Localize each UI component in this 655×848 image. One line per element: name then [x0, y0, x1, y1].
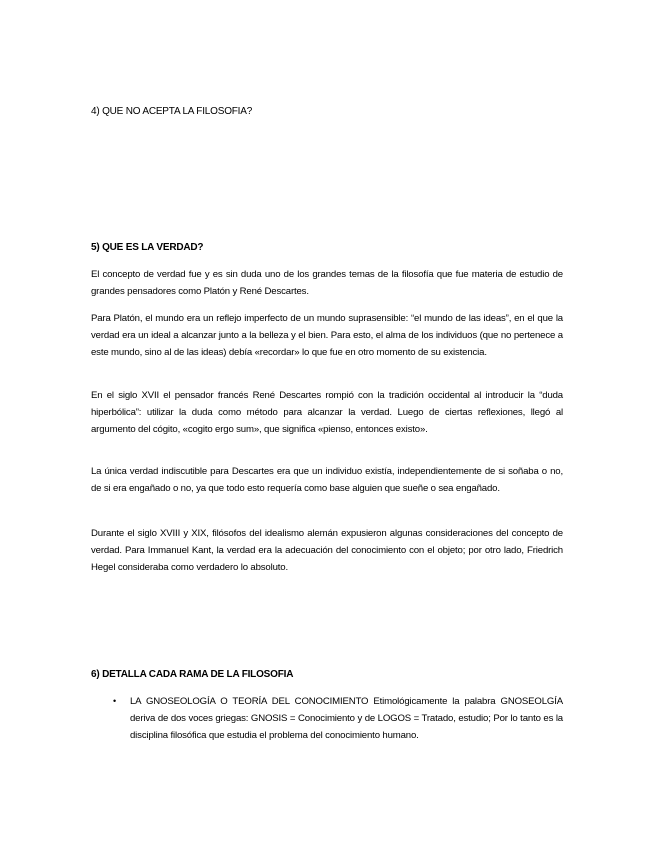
branches-list [91, 693, 563, 744]
question-5-heading: 5) QUE ES LA VERDAD? [91, 242, 204, 253]
paragraph-plato: Para Platón, el mundo era un reflejo imperfecto de un mundo suprasensible: “el mundo de las ideas”, en el que la verdad era un ideal a alcanzar junto a la belleza y el bien. Para esto, el alma de los individuos (que no pertenece a este mundo, sino al de las ideas) debía «recordar» lo que fue en otro momento de su existencia. [91, 313, 563, 358]
question-6-heading: 6) DETALLA CADA RAMA DE LA FILOSOFIA [91, 669, 294, 680]
paragraph-descartes-truth: La única verdad indiscutible para Descartes era que un individuo existía, independientemente de si soñaba o no, de si era engañado o no, ya que todo esto requería como base alguien que sueñe o sea engañado. [91, 466, 563, 494]
paragraph-german-idealism: Durante el siglo XVIII y XIX, filósofos del idealismo alemán expusieron algunas consideraciones del concepto de verdad. Para Immanuel Kant, la verdad era la adecuación del conocimiento con el objeto; por otro lado, Friedrich Hegel consideraba como verdadero lo absoluto. [91, 528, 563, 573]
list-item [91, 693, 563, 744]
question-4-heading: 4) QUE NO ACEPTA LA FILOSOFIA? [91, 106, 253, 117]
gnoseology-text: LA GNOSEOLOGÍA O TEORÍA DEL CONOCIMIENTO Etimológicamente la palabra GNOSEOLGÍA deriva de dos voces griegas: GNOSIS = Conocimiento y de LOGOS = Tratado, estudio; Por lo tanto es la disciplina filosófica que estudia el problema del conocimiento humano. [130, 696, 563, 741]
paragraph-descartes: En el siglo XVII el pensador francés René Descartes rompió con la tradición occidental al introducir la “duda hiperbólica”: utilizar la duda como método para alcanzar la verdad. Luego de ciertas reflexiones, llegó al argumento del cógito, «cogito ergo sum», que significa «pienso, entonces existo». [91, 390, 563, 435]
bullet-icon: • [113, 696, 117, 706]
paragraph-truth-intro: El concepto de verdad fue y es sin duda uno de los grandes temas de la filosofía que fue materia de estudio de grandes pensadores como Platón y René Descartes. [91, 269, 563, 297]
